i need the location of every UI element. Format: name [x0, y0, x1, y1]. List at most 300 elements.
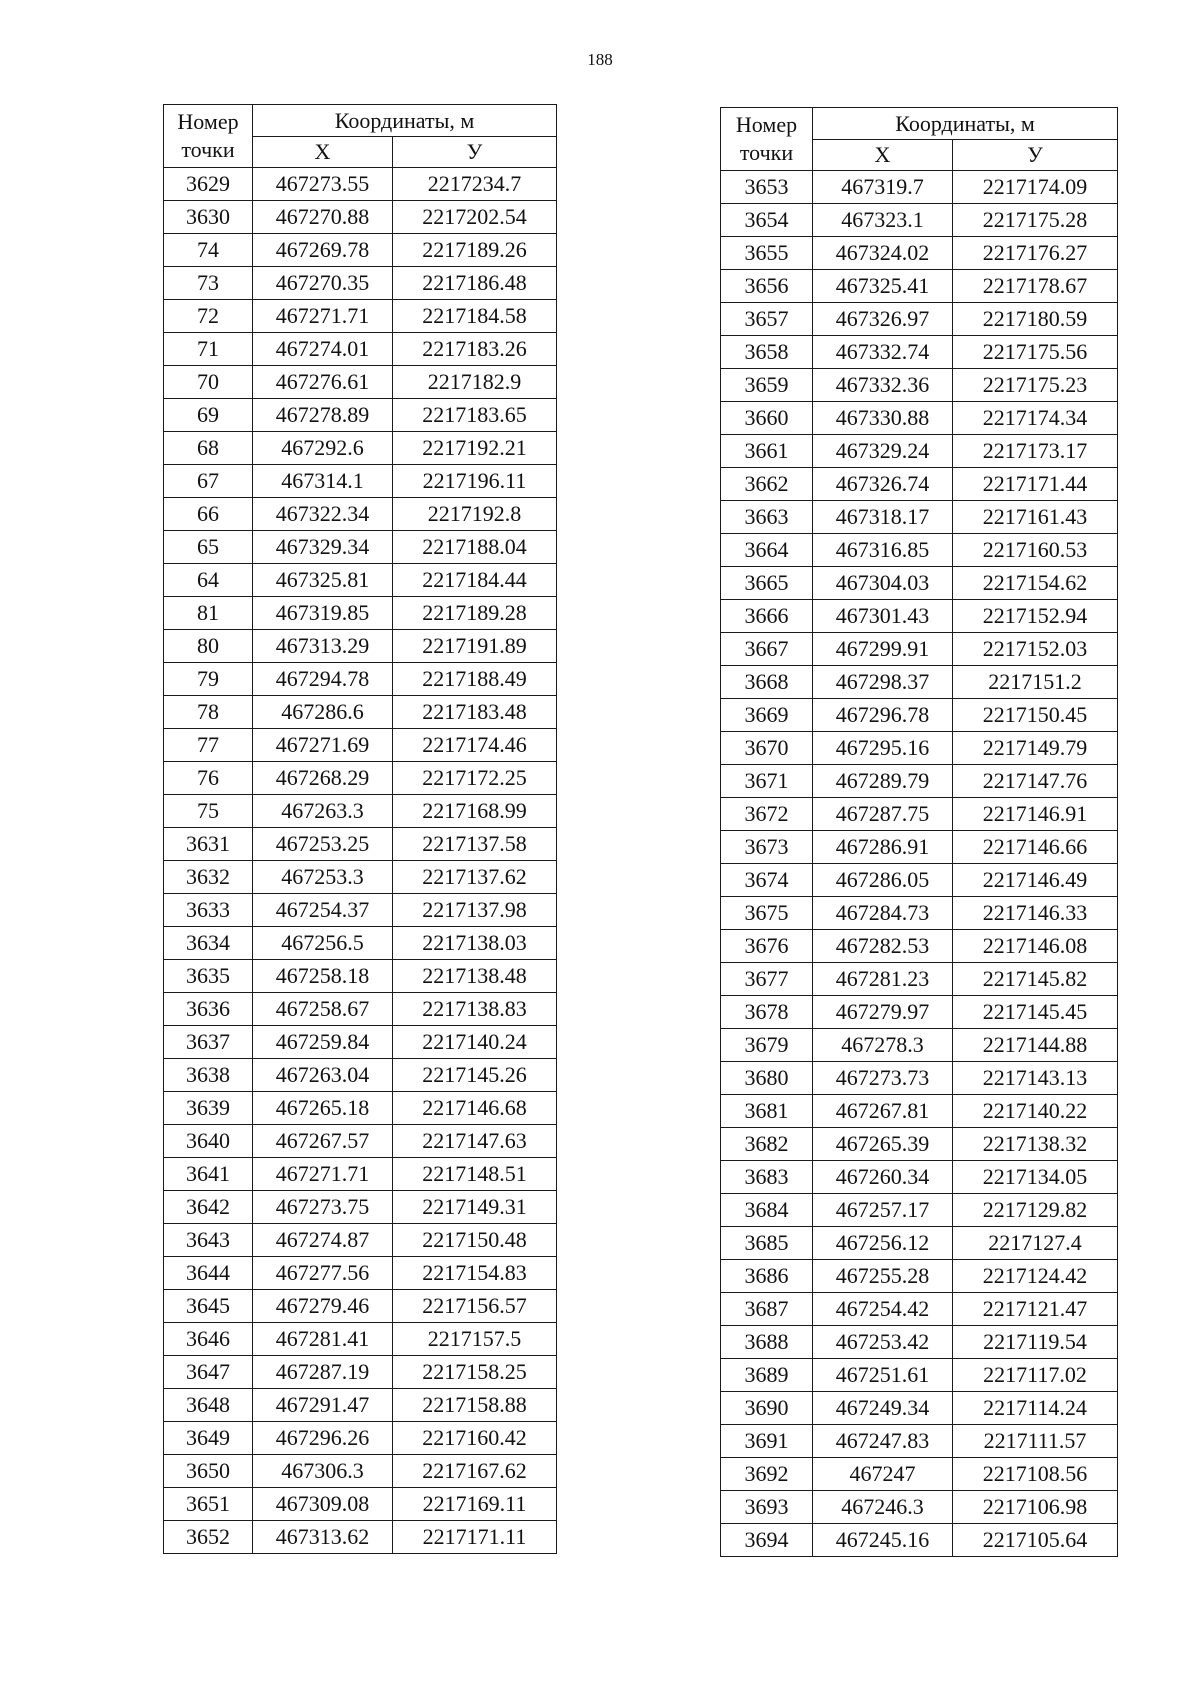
point-number-cell: 3671	[721, 765, 813, 798]
table-row	[721, 501, 1118, 534]
table-row	[721, 1425, 1118, 1458]
table-row	[721, 666, 1118, 699]
table-row	[721, 1029, 1118, 1062]
y-coordinate-cell: 2217145.26	[393, 1059, 557, 1092]
point-number-cell: 3678	[721, 996, 813, 1029]
table-row	[164, 1290, 557, 1323]
y-coordinate-cell: 2217202.54	[393, 201, 557, 234]
x-coordinate-cell: 467254.42	[813, 1293, 953, 1326]
table-row	[164, 1356, 557, 1389]
y-coordinate-cell: 2217160.42	[393, 1422, 557, 1455]
table-row	[164, 795, 557, 828]
coordinates-header: Координаты, м	[253, 105, 557, 137]
x-coordinate-cell: 467256.12	[813, 1227, 953, 1260]
x-coordinate-cell: 467289.79	[813, 765, 953, 798]
table-row	[721, 1062, 1118, 1095]
table-row	[721, 1491, 1118, 1524]
y-coordinate-cell: 2217124.42	[953, 1260, 1118, 1293]
x-coordinate-cell: 467295.16	[813, 732, 953, 765]
point-number-cell: 3668	[721, 666, 813, 699]
y-coordinate-cell: 2217149.31	[393, 1191, 557, 1224]
table-row	[164, 1026, 557, 1059]
point-number-cell: 68	[164, 432, 253, 465]
x-coordinate-cell: 467255.28	[813, 1260, 953, 1293]
table-row	[164, 828, 557, 861]
y-coordinate-cell: 2217175.23	[953, 369, 1118, 402]
x-coordinate-cell: 467294.78	[253, 663, 393, 696]
y-coordinate-cell: 2217144.88	[953, 1029, 1118, 1062]
coordinates-table-left	[163, 104, 557, 1554]
y-coordinate-cell: 2217188.04	[393, 531, 557, 564]
y-coordinate-cell: 2217147.76	[953, 765, 1118, 798]
table-row	[164, 1389, 557, 1422]
table-row	[721, 1458, 1118, 1491]
y-coordinate-cell: 2217183.48	[393, 696, 557, 729]
table-row	[721, 369, 1118, 402]
table-row	[164, 201, 557, 234]
y-coordinate-cell: 2217188.49	[393, 663, 557, 696]
point-number-cell: 3638	[164, 1059, 253, 1092]
table-row	[164, 1125, 557, 1158]
table-row	[721, 1524, 1118, 1557]
x-coordinate-cell: 467247	[813, 1458, 953, 1491]
point-number-cell: 3652	[164, 1521, 253, 1554]
coordinates-table-right	[720, 107, 1118, 1557]
point-number-cell: 3646	[164, 1323, 253, 1356]
y-coordinate-cell: 2217184.44	[393, 564, 557, 597]
point-number-cell: 3656	[721, 270, 813, 303]
point-number-cell: 3629	[164, 168, 253, 201]
table-row	[721, 963, 1118, 996]
y-coordinate-cell: 2217167.62	[393, 1455, 557, 1488]
y-coordinate-cell: 2217171.11	[393, 1521, 557, 1554]
x-coordinate-cell: 467319.85	[253, 597, 393, 630]
point-number-cell: 3683	[721, 1161, 813, 1194]
point-number-cell: 3644	[164, 1257, 253, 1290]
point-number-cell: 3633	[164, 894, 253, 927]
x-coordinate-cell: 467301.43	[813, 600, 953, 633]
table-row	[164, 1191, 557, 1224]
point-number-cell: 3634	[164, 927, 253, 960]
y-coordinate-cell: 2217172.25	[393, 762, 557, 795]
point-number-cell: 3675	[721, 897, 813, 930]
table-row	[164, 498, 557, 531]
y-coordinate-cell: 2217154.62	[953, 567, 1118, 600]
point-number-cell: 3645	[164, 1290, 253, 1323]
y-coordinate-cell: 2217111.57	[953, 1425, 1118, 1458]
table-row	[164, 927, 557, 960]
table-row	[721, 1095, 1118, 1128]
x-coordinate-cell: 467291.47	[253, 1389, 393, 1422]
table-row	[164, 630, 557, 663]
point-number-cell: 3660	[721, 402, 813, 435]
table-row	[721, 270, 1118, 303]
x-coordinate-cell: 467278.3	[813, 1029, 953, 1062]
point-number-cell: 3680	[721, 1062, 813, 1095]
point-number-header-line2: точки	[739, 140, 794, 165]
x-coordinate-cell: 467274.01	[253, 333, 393, 366]
table-row	[721, 204, 1118, 237]
x-coordinate-cell: 467299.91	[813, 633, 953, 666]
table-row	[164, 1521, 557, 1554]
y-coordinate-cell: 2217138.03	[393, 927, 557, 960]
point-number-cell: 3664	[721, 534, 813, 567]
point-number-cell: 72	[164, 300, 253, 333]
y-coordinate-cell: 2217138.83	[393, 993, 557, 1026]
y-coordinate-cell: 2217160.53	[953, 534, 1118, 567]
y-coordinate-cell: 2217152.03	[953, 633, 1118, 666]
y-coordinate-cell: 2217146.68	[393, 1092, 557, 1125]
y-coordinate-cell: 2217138.32	[953, 1128, 1118, 1161]
table-row	[164, 1158, 557, 1191]
y-coordinate-cell: 2217151.2	[953, 666, 1118, 699]
table-row	[164, 1488, 557, 1521]
point-number-cell: 3693	[721, 1491, 813, 1524]
table-row	[721, 1194, 1118, 1227]
table-row	[721, 633, 1118, 666]
y-coordinate-cell: 2217191.89	[393, 630, 557, 663]
point-number-cell: 3647	[164, 1356, 253, 1389]
y-coordinate-cell: 2217182.9	[393, 366, 557, 399]
x-coordinate-cell: 467249.34	[813, 1392, 953, 1425]
x-coordinate-cell: 467278.89	[253, 399, 393, 432]
point-number-cell: 3659	[721, 369, 813, 402]
table-row	[164, 399, 557, 432]
table-row	[721, 897, 1118, 930]
x-coordinate-cell: 467267.57	[253, 1125, 393, 1158]
y-coordinate-cell: 2217184.58	[393, 300, 557, 333]
table-row	[164, 1455, 557, 1488]
table-row	[164, 465, 557, 498]
x-coordinate-cell: 467325.81	[253, 564, 393, 597]
y-coordinate-cell: 2217189.26	[393, 234, 557, 267]
y-header: У	[393, 137, 557, 168]
point-number-cell: 3653	[721, 171, 813, 204]
point-number-cell: 3684	[721, 1194, 813, 1227]
x-coordinate-cell: 467332.36	[813, 369, 953, 402]
y-coordinate-cell: 2217117.02	[953, 1359, 1118, 1392]
point-number-cell: 3691	[721, 1425, 813, 1458]
x-coordinate-cell: 467259.84	[253, 1026, 393, 1059]
point-number-cell: 3639	[164, 1092, 253, 1125]
y-coordinate-cell: 2217152.94	[953, 600, 1118, 633]
y-coordinate-cell: 2217146.66	[953, 831, 1118, 864]
point-number-cell: 3661	[721, 435, 813, 468]
x-coordinate-cell: 467260.34	[813, 1161, 953, 1194]
x-coordinate-cell: 467323.1	[813, 204, 953, 237]
point-number-cell: 3635	[164, 960, 253, 993]
x-coordinate-cell: 467304.03	[813, 567, 953, 600]
x-coordinate-cell: 467253.3	[253, 861, 393, 894]
table-row	[721, 1359, 1118, 1392]
table-row	[164, 564, 557, 597]
x-coordinate-cell: 467270.88	[253, 201, 393, 234]
point-number-cell: 80	[164, 630, 253, 663]
x-coordinate-cell: 467296.78	[813, 699, 953, 732]
y-coordinate-cell: 2217108.56	[953, 1458, 1118, 1491]
table-row	[721, 1326, 1118, 1359]
y-coordinate-cell: 2217121.47	[953, 1293, 1118, 1326]
x-coordinate-cell: 467306.3	[253, 1455, 393, 1488]
point-number-cell: 3669	[721, 699, 813, 732]
y-coordinate-cell: 2217158.88	[393, 1389, 557, 1422]
table-row	[721, 468, 1118, 501]
x-coordinate-cell: 467263.3	[253, 795, 393, 828]
point-number-cell: 3642	[164, 1191, 253, 1224]
x-coordinate-cell: 467265.39	[813, 1128, 953, 1161]
point-number-cell: 3686	[721, 1260, 813, 1293]
y-coordinate-cell: 2217189.28	[393, 597, 557, 630]
x-coordinate-cell: 467296.26	[253, 1422, 393, 1455]
table-row	[164, 762, 557, 795]
x-coordinate-cell: 467326.74	[813, 468, 953, 501]
y-coordinate-cell: 2217158.25	[393, 1356, 557, 1389]
x-coordinate-cell: 467313.62	[253, 1521, 393, 1554]
point-number-cell: 3688	[721, 1326, 813, 1359]
point-number-cell: 3667	[721, 633, 813, 666]
y-coordinate-cell: 2217140.22	[953, 1095, 1118, 1128]
table-row	[721, 435, 1118, 468]
point-number-cell: 3630	[164, 201, 253, 234]
coordinates-header: Координаты, м	[813, 108, 1118, 140]
table-row	[721, 237, 1118, 270]
table-row	[164, 333, 557, 366]
y-coordinate-cell: 2217175.56	[953, 336, 1118, 369]
point-number-cell: 3658	[721, 336, 813, 369]
x-coordinate-cell: 467271.71	[253, 1158, 393, 1191]
x-coordinate-cell: 467313.29	[253, 630, 393, 663]
x-coordinate-cell: 467251.61	[813, 1359, 953, 1392]
point-number-header-line2: точки	[181, 137, 235, 162]
x-coordinate-cell: 467282.53	[813, 930, 953, 963]
x-coordinate-cell: 467281.41	[253, 1323, 393, 1356]
table-row	[721, 567, 1118, 600]
table-row	[164, 861, 557, 894]
point-number-header-line1: Номер	[177, 109, 239, 134]
point-number-cell: 3636	[164, 993, 253, 1026]
table-row	[721, 831, 1118, 864]
point-number-cell: 3632	[164, 861, 253, 894]
y-coordinate-cell: 2217178.67	[953, 270, 1118, 303]
y-coordinate-cell: 2217137.58	[393, 828, 557, 861]
y-coordinate-cell: 2217174.46	[393, 729, 557, 762]
y-coordinate-cell: 2217119.54	[953, 1326, 1118, 1359]
x-coordinate-cell: 467281.23	[813, 963, 953, 996]
table-row	[721, 402, 1118, 435]
table-row	[721, 1161, 1118, 1194]
point-number-header	[721, 108, 813, 171]
x-coordinate-cell: 467271.69	[253, 729, 393, 762]
point-number-cell: 3685	[721, 1227, 813, 1260]
y-coordinate-cell: 2217192.8	[393, 498, 557, 531]
x-coordinate-cell: 467246.3	[813, 1491, 953, 1524]
point-number-header-line1: Номер	[735, 112, 798, 137]
x-coordinate-cell: 467286.05	[813, 864, 953, 897]
x-coordinate-cell: 467263.04	[253, 1059, 393, 1092]
table-row	[721, 765, 1118, 798]
table-row	[164, 168, 557, 201]
y-coordinate-cell: 2217114.24	[953, 1392, 1118, 1425]
table-row	[164, 729, 557, 762]
y-coordinate-cell: 2217146.33	[953, 897, 1118, 930]
y-coordinate-cell: 2217106.98	[953, 1491, 1118, 1524]
table-row	[721, 1392, 1118, 1425]
x-coordinate-cell: 467329.34	[253, 531, 393, 564]
table-row	[164, 267, 557, 300]
point-number-cell: 3694	[721, 1524, 813, 1557]
y-coordinate-cell: 2217140.24	[393, 1026, 557, 1059]
point-number-cell: 79	[164, 663, 253, 696]
point-number-cell: 64	[164, 564, 253, 597]
x-coordinate-cell: 467332.74	[813, 336, 953, 369]
x-coordinate-cell: 467309.08	[253, 1488, 393, 1521]
point-number-cell: 3692	[721, 1458, 813, 1491]
point-number-cell: 3654	[721, 204, 813, 237]
x-coordinate-cell: 467253.42	[813, 1326, 953, 1359]
table-row	[164, 1323, 557, 1356]
x-coordinate-cell: 467284.73	[813, 897, 953, 930]
point-number-cell: 75	[164, 795, 253, 828]
table-row	[164, 696, 557, 729]
x-coordinate-cell: 467273.75	[253, 1191, 393, 1224]
y-coordinate-cell: 2217183.26	[393, 333, 557, 366]
point-number-cell: 3663	[721, 501, 813, 534]
x-coordinate-cell: 467273.55	[253, 168, 393, 201]
y-coordinate-cell: 2217196.11	[393, 465, 557, 498]
point-number-cell: 3681	[721, 1095, 813, 1128]
point-number-cell: 3670	[721, 732, 813, 765]
point-number-cell: 3640	[164, 1125, 253, 1158]
point-number-cell: 71	[164, 333, 253, 366]
point-number-cell: 78	[164, 696, 253, 729]
y-coordinate-cell: 2217174.34	[953, 402, 1118, 435]
page-number: 188	[587, 50, 613, 69]
table-row	[721, 864, 1118, 897]
point-number-cell: 66	[164, 498, 253, 531]
x-coordinate-cell: 467268.29	[253, 762, 393, 795]
point-number-cell: 3676	[721, 930, 813, 963]
table-row	[164, 597, 557, 630]
x-coordinate-cell: 467316.85	[813, 534, 953, 567]
y-coordinate-cell: 2217145.82	[953, 963, 1118, 996]
x-coordinate-cell: 467267.81	[813, 1095, 953, 1128]
point-number-cell: 3682	[721, 1128, 813, 1161]
x-coordinate-cell: 467254.37	[253, 894, 393, 927]
x-coordinate-cell: 467271.71	[253, 300, 393, 333]
x-coordinate-cell: 467258.18	[253, 960, 393, 993]
y-coordinate-cell: 2217147.63	[393, 1125, 557, 1158]
point-number-cell: 3648	[164, 1389, 253, 1422]
table-row	[721, 600, 1118, 633]
point-number-cell: 3657	[721, 303, 813, 336]
table-row	[721, 798, 1118, 831]
table-row	[721, 699, 1118, 732]
table-row	[721, 1128, 1118, 1161]
x-coordinate-cell: 467287.19	[253, 1356, 393, 1389]
y-coordinate-cell: 2217234.7	[393, 168, 557, 201]
table-row	[721, 1227, 1118, 1260]
y-coordinate-cell: 2217171.44	[953, 468, 1118, 501]
y-coordinate-cell: 2217137.62	[393, 861, 557, 894]
point-number-cell: 3679	[721, 1029, 813, 1062]
y-coordinate-cell: 2217168.99	[393, 795, 557, 828]
table-row	[164, 1092, 557, 1125]
x-header: X	[253, 137, 393, 168]
y-coordinate-cell: 2217150.45	[953, 699, 1118, 732]
x-coordinate-cell: 467324.02	[813, 237, 953, 270]
point-number-cell: 3643	[164, 1224, 253, 1257]
table-row	[164, 366, 557, 399]
y-coordinate-cell: 2217148.51	[393, 1158, 557, 1191]
x-coordinate-cell: 467265.18	[253, 1092, 393, 1125]
table-row	[164, 993, 557, 1026]
x-coordinate-cell: 467279.46	[253, 1290, 393, 1323]
table-row	[721, 336, 1118, 369]
x-coordinate-cell: 467247.83	[813, 1425, 953, 1458]
point-number-cell: 3665	[721, 567, 813, 600]
table-row	[164, 960, 557, 993]
y-coordinate-cell: 2217105.64	[953, 1524, 1118, 1557]
y-coordinate-cell: 2217176.27	[953, 237, 1118, 270]
x-coordinate-cell: 467287.75	[813, 798, 953, 831]
y-coordinate-cell: 2217156.57	[393, 1290, 557, 1323]
x-coordinate-cell: 467286.6	[253, 696, 393, 729]
y-coordinate-cell: 2217146.08	[953, 930, 1118, 963]
x-coordinate-cell: 467322.34	[253, 498, 393, 531]
x-coordinate-cell: 467258.67	[253, 993, 393, 1026]
table-row	[721, 930, 1118, 963]
point-number-cell: 3673	[721, 831, 813, 864]
y-coordinate-cell: 2217134.05	[953, 1161, 1118, 1194]
x-coordinate-cell: 467292.6	[253, 432, 393, 465]
y-coordinate-cell: 2217146.91	[953, 798, 1118, 831]
point-number-cell: 3641	[164, 1158, 253, 1191]
y-coordinate-cell: 2217180.59	[953, 303, 1118, 336]
y-coordinate-cell: 2217127.4	[953, 1227, 1118, 1260]
table-row	[721, 732, 1118, 765]
point-number-cell: 3672	[721, 798, 813, 831]
x-coordinate-cell: 467329.24	[813, 435, 953, 468]
x-coordinate-cell: 467314.1	[253, 465, 393, 498]
point-number-cell: 3649	[164, 1422, 253, 1455]
y-coordinate-cell: 2217129.82	[953, 1194, 1118, 1227]
point-number-header	[164, 105, 253, 168]
x-coordinate-cell: 467276.61	[253, 366, 393, 399]
y-coordinate-cell: 2217192.21	[393, 432, 557, 465]
point-number-cell: 77	[164, 729, 253, 762]
point-number-cell: 74	[164, 234, 253, 267]
x-coordinate-cell: 467286.91	[813, 831, 953, 864]
x-coordinate-cell: 467245.16	[813, 1524, 953, 1557]
point-number-cell: 67	[164, 465, 253, 498]
y-header: У	[953, 140, 1118, 171]
x-coordinate-cell: 467269.78	[253, 234, 393, 267]
point-number-cell: 3651	[164, 1488, 253, 1521]
y-coordinate-cell: 2217154.83	[393, 1257, 557, 1290]
x-coordinate-cell: 467256.5	[253, 927, 393, 960]
point-number-cell: 3655	[721, 237, 813, 270]
point-number-cell: 69	[164, 399, 253, 432]
x-coordinate-cell: 467273.73	[813, 1062, 953, 1095]
y-coordinate-cell: 2217186.48	[393, 267, 557, 300]
table-row	[164, 1422, 557, 1455]
table-row	[164, 1224, 557, 1257]
table-row	[164, 663, 557, 696]
point-number-cell: 76	[164, 762, 253, 795]
x-coordinate-cell: 467318.17	[813, 501, 953, 534]
y-coordinate-cell: 2217150.48	[393, 1224, 557, 1257]
x-coordinate-cell: 467279.97	[813, 996, 953, 1029]
